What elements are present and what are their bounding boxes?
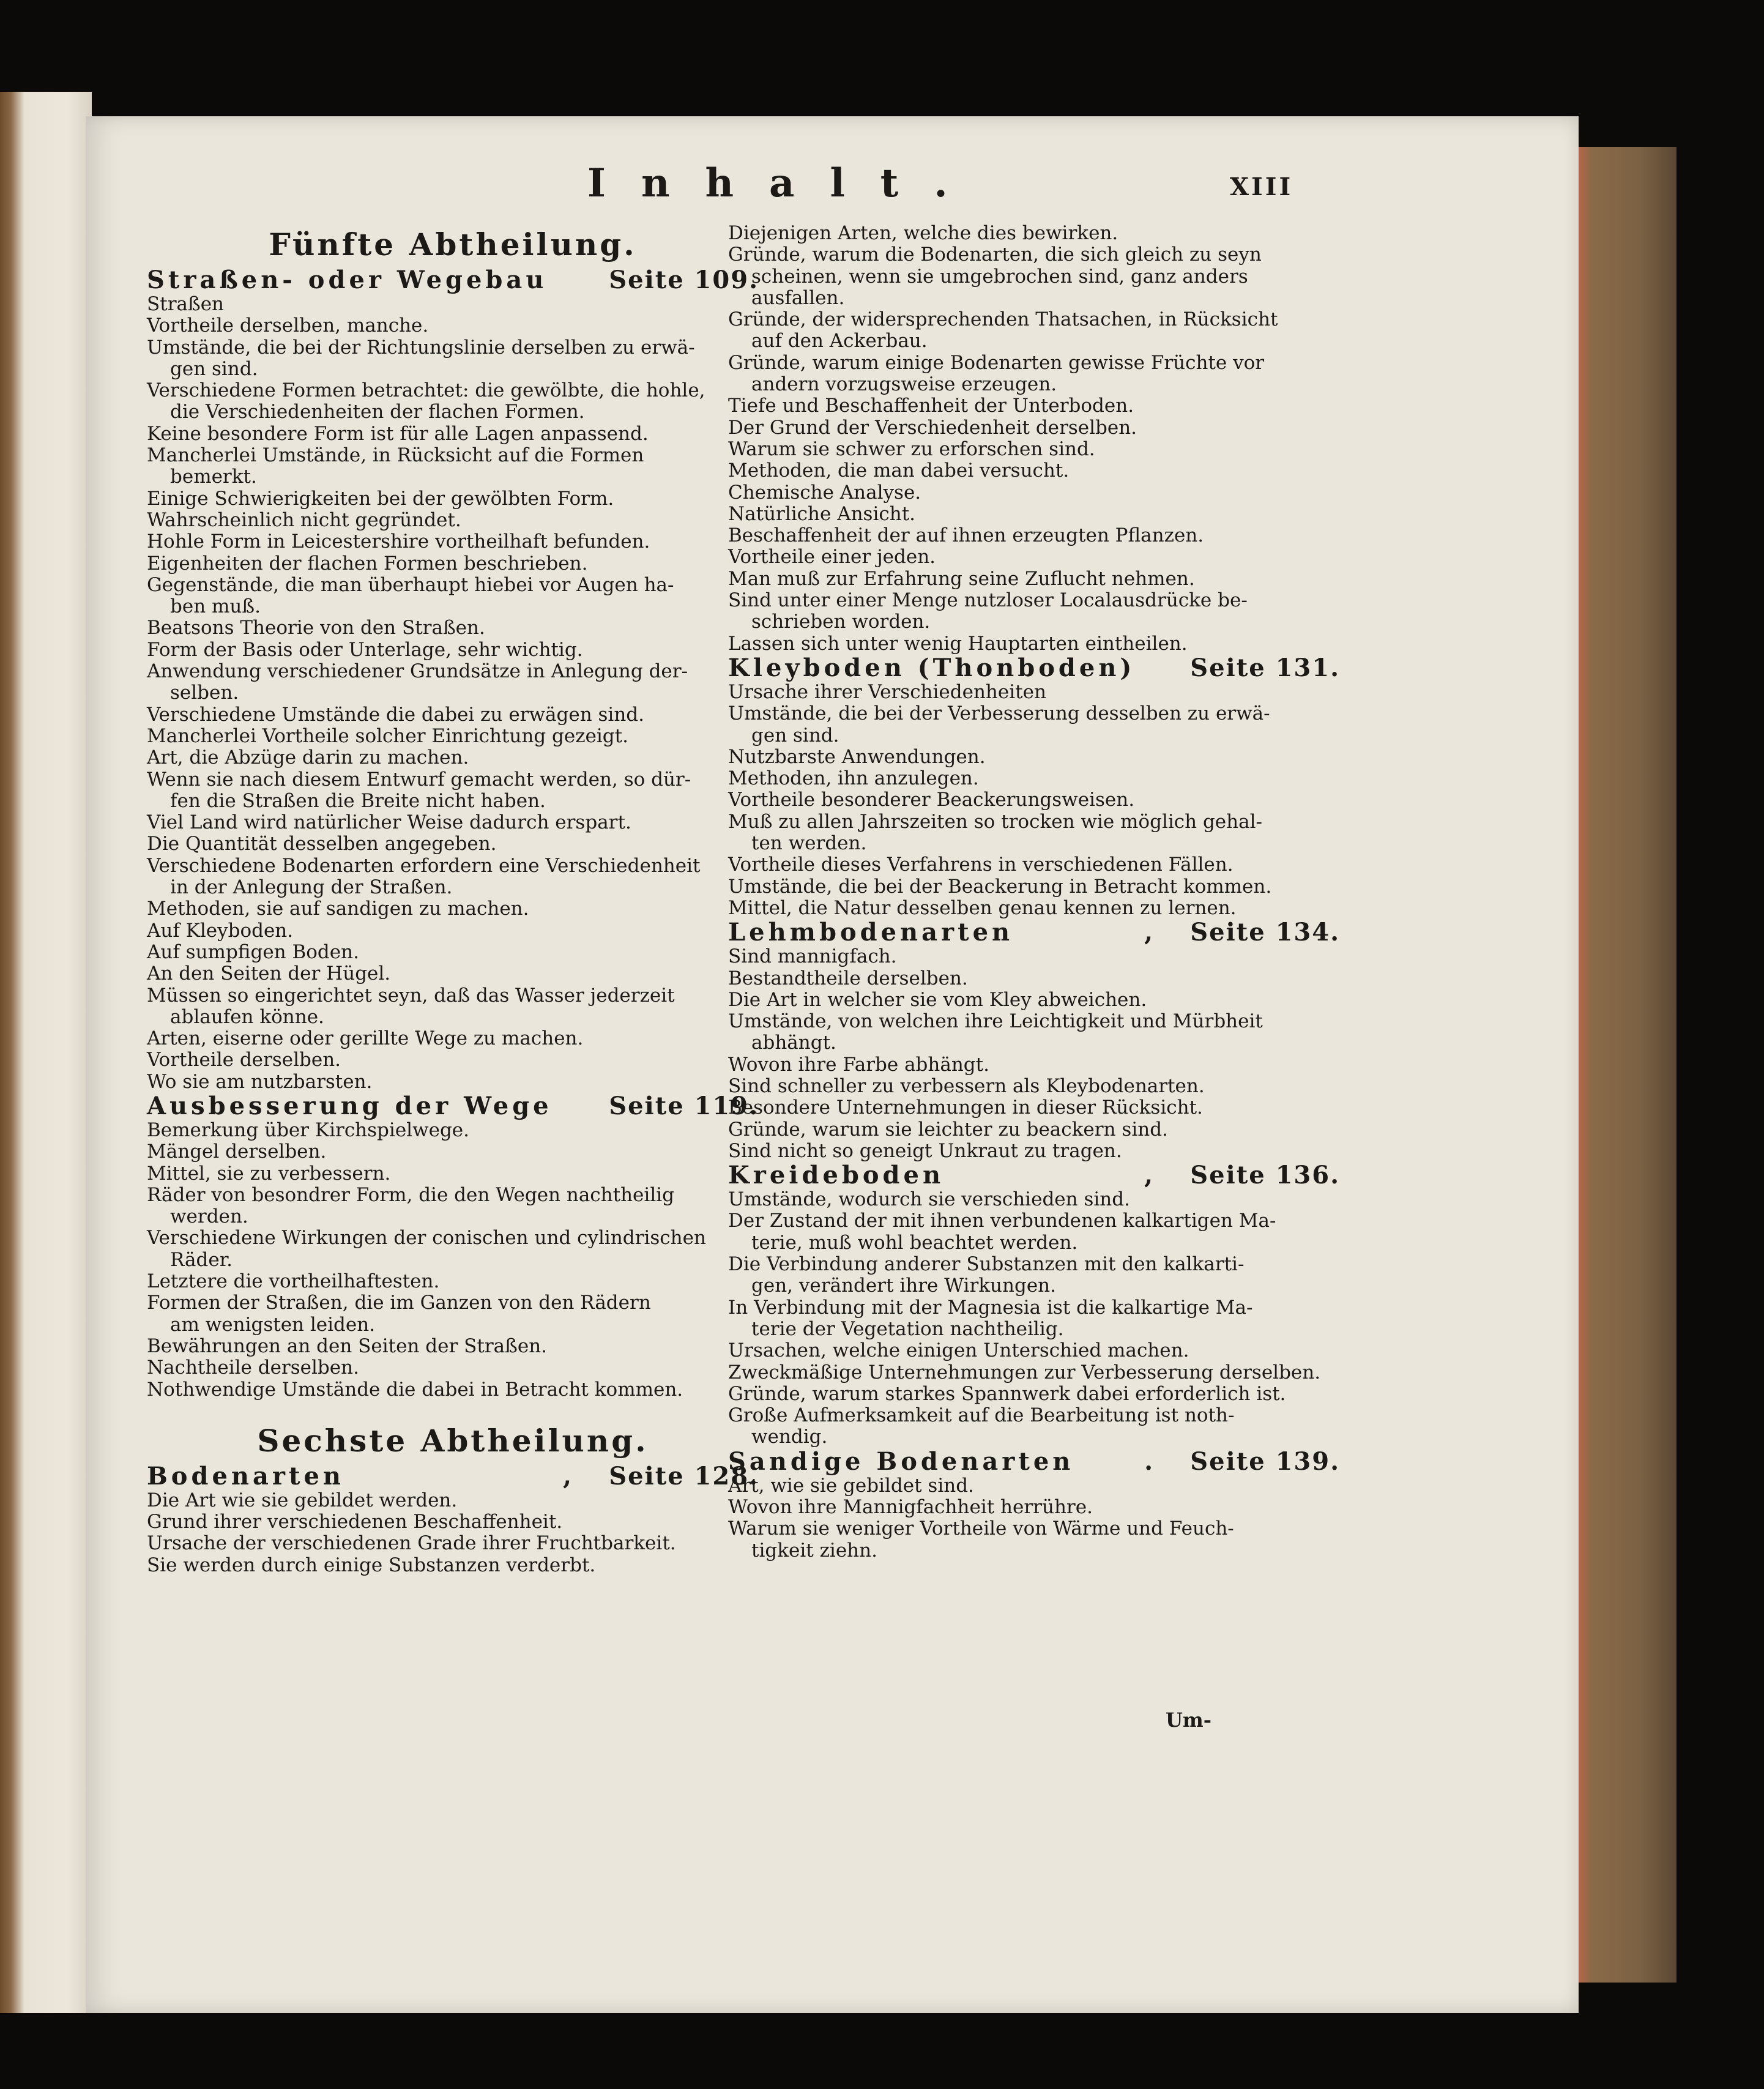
section-title: Kreideboden	[728, 1161, 945, 1190]
toc-entry-continuation: scheinen, wenn sie umgebrochen sind, ganz anders	[751, 265, 1248, 288]
toc-entry: An den Seiten der Hügel.	[147, 963, 391, 985]
toc-entry: Methoden, ihn anzulegen.	[728, 767, 979, 790]
section-title: Straßen- oder Wegebau	[147, 266, 548, 294]
section-page-ref: Seite 136.	[1190, 1161, 1340, 1190]
toc-entry: Methoden, die man dabei versucht.	[728, 460, 1070, 482]
toc-entry: Keine besondere Form ist für alle Lagen anpassend.	[147, 422, 649, 445]
toc-entry: Verschiedene Bodenarten erfordern eine Verschiedenheit	[147, 854, 701, 877]
toc-entry: Wahrscheinlich nicht gegründet.	[147, 508, 461, 531]
toc-entry: Gründe, warum sie leichter zu beackern sind.	[728, 1118, 1168, 1141]
toc-entry-continuation: in der Anlegung der Straßen.	[170, 876, 453, 899]
section-page-ref: Seite 139.	[1190, 1447, 1340, 1476]
toc-entry-continuation: fen die Straßen die Breite nicht haben.	[170, 789, 546, 812]
toc-entry: Ursachen, welche einigen Unterschied machen.	[728, 1339, 1189, 1362]
toc-entry-continuation: andern vorzugsweise erzeugen.	[751, 373, 1057, 396]
spacer	[147, 1401, 759, 1419]
toc-entry: Beatsons Theorie von den Straßen.	[147, 617, 485, 639]
toc-entry: Auf sumpfigen Boden.	[147, 940, 359, 963]
toc-entry: Nutzbarste Anwendungen.	[728, 745, 986, 768]
toc-entry: Mängel derselben.	[147, 1141, 327, 1163]
toc-entry-continuation: bemerkt.	[170, 466, 257, 488]
toc-entry-continuation: wendig.	[751, 1426, 828, 1448]
toc-entry-continuation: die Verschiedenheiten der flachen Formen.	[170, 401, 585, 423]
toc-entry: Große Aufmerksamkeit auf die Bearbeitung ist noth-	[728, 1404, 1235, 1427]
toc-entry: Eigenheiten der flachen Formen beschrieben.	[147, 552, 588, 575]
toc-entry: Viel Land wird natürlicher Weise dadurch erspart.	[147, 811, 631, 834]
toc-entry: Mancherlei Vortheile solcher Einrichtung gezeigt.	[147, 724, 628, 747]
toc-entry: Die Art in welcher sie vom Kley abweichen.	[728, 988, 1147, 1011]
toc-entry: Gründe, warum die Bodenarten, die sich gleich zu seyn	[728, 244, 1262, 266]
toc-entry: Natürliche Ansicht.	[728, 502, 916, 525]
toc-entry: Vortheile derselben, manche.	[147, 315, 429, 337]
part-heading: Fünfte Abtheilung.	[269, 226, 637, 263]
toc-entry: Man muß zur Erfahrung seine Zuflucht nehmen.	[728, 567, 1195, 590]
section-heading	[728, 1162, 1340, 1189]
toc-entry: Bewährungen an den Seiten der Straßen.	[147, 1335, 548, 1357]
left-page-edge	[0, 92, 92, 2013]
book-cover-edge	[1566, 147, 1677, 1983]
toc-entry: Umstände, die bei der Verbesserung desselben zu erwä-	[728, 702, 1270, 725]
toc-entry: Vortheile einer jeden.	[728, 546, 936, 568]
toc-entry-continuation: gen sind.	[170, 357, 258, 380]
section-heading	[728, 919, 1340, 946]
toc-entry: Mittel, sie zu verbessern.	[147, 1162, 391, 1185]
toc-entry: Sind mannigfach.	[728, 945, 897, 968]
toc-entry: Gegenstände, die man überhaupt hiebei vor Augen ha-	[147, 573, 674, 596]
leader-mark: ,	[563, 1461, 575, 1491]
toc-entry: Wo sie am nutzbarsten.	[147, 1070, 373, 1093]
toc-entry: Bemerkung über Kirchspielwege.	[147, 1119, 469, 1141]
section-page-ref: Seite 134.	[1190, 918, 1340, 947]
section-title: Bodenarten	[147, 1461, 344, 1491]
toc-entry: Wovon ihre Farbe abhängt.	[728, 1053, 989, 1076]
toc-entry-continuation: terie, muß wohl beachtet werden.	[751, 1231, 1078, 1254]
toc-entry: Muß zu allen Jahrszeiten so trocken wie möglich gehal-	[728, 810, 1262, 833]
section-page-ref: Seite 131.	[1190, 653, 1340, 682]
section-page-ref: Seite 109.	[609, 266, 759, 294]
toc-entry: Die Art wie sie gebildet werden.	[147, 1489, 458, 1511]
toc-entry: Mittel, die Natur desselben genau kennen zu lernen.	[728, 896, 1237, 919]
toc-entry: Gründe, der widersprechenden Thatsachen, in Rücksicht	[728, 308, 1278, 331]
section-heading	[728, 655, 1340, 682]
toc-entry: Warum sie schwer zu erforschen sind.	[728, 438, 1095, 460]
toc-entry: Zweckmäßige Unternehmungen zur Verbesserung derselben.	[728, 1361, 1321, 1383]
left-column	[147, 223, 759, 1576]
toc-entry: Die Verbindung anderer Substanzen mit den kalkarti-	[728, 1253, 1245, 1276]
toc-entry: Ursache ihrer Verschiedenheiten	[728, 680, 1046, 703]
section-title: Ausbesserung der Wege	[147, 1091, 553, 1120]
toc-entry-continuation: gen sind.	[751, 724, 839, 747]
toc-entry-continuation: auf den Ackerbau.	[751, 330, 928, 352]
toc-entry: Art, wie sie gebildet sind.	[728, 1474, 974, 1497]
toc-entry: Beschaffenheit der auf ihnen erzeugten Pflanzen.	[728, 524, 1204, 547]
toc-entry-continuation: Räder.	[170, 1248, 233, 1271]
toc-entry: Besondere Unternehmungen in dieser Rücksicht.	[728, 1097, 1203, 1119]
toc-entry: Straßen	[147, 293, 225, 315]
toc-entry: Art, die Abzüge darin zu machen.	[147, 747, 469, 769]
toc-entry-continuation: ten werden.	[751, 832, 867, 855]
toc-entry: Letztere die vortheilhaftesten.	[147, 1270, 440, 1293]
toc-entry: Umstände, von welchen ihre Leichtigkeit und Mürbheit	[728, 1010, 1263, 1033]
toc-entry-continuation: tigkeit ziehn.	[751, 1539, 877, 1562]
toc-entry: Gründe, warum einige Bodenarten gewisse Früchte vor	[728, 351, 1265, 374]
toc-entry: In Verbindung mit der Magnesia ist die kalkartige Ma-	[728, 1296, 1253, 1319]
toc-entry: Diejenigen Arten, welche dies bewirken.	[728, 222, 1118, 244]
toc-entry: Lassen sich unter wenig Hauptarten eintheilen.	[728, 632, 1188, 655]
toc-entry: Umstände, die bei der Beackerung in Betracht kommen.	[728, 875, 1272, 898]
leader-mark: ,	[1144, 1161, 1156, 1190]
toc-entry: Vortheile derselben.	[147, 1049, 341, 1071]
toc-entry: Formen der Straßen, die im Ganzen von den Rädern	[147, 1292, 651, 1314]
toc-entry: Umstände, die bei der Richtungslinie derselben zu erwä-	[147, 336, 695, 359]
toc-entry: Verschiedene Formen betrachtet: die gewölbte, die hohle,	[147, 379, 705, 402]
running-head-title: Inhalt.	[587, 160, 983, 206]
toc-entry-continuation: werden.	[170, 1205, 248, 1228]
toc-entry: Anwendung verschiedener Grundsätze in Anlegung der-	[147, 660, 688, 683]
toc-entry-continuation: gen, verändert ihre Wirkungen.	[751, 1275, 1056, 1297]
toc-entry: Grund ihrer verschiedenen Beschaffenheit.	[147, 1511, 563, 1533]
toc-entry: Sind nicht so geneigt Unkraut zu tragen.	[728, 1139, 1122, 1162]
toc-entry: Der Zustand der mit ihnen verbundenen kalkartigen Ma-	[728, 1210, 1276, 1232]
toc-entry: Verschiedene Wirkungen der conischen und cylindrischen	[147, 1227, 706, 1249]
toc-entry: Chemische Analyse.	[728, 481, 921, 504]
section-page-ref: Seite 128.	[609, 1461, 759, 1491]
toc-entry: Hohle Form in Leicestershire vortheilhaft befunden.	[147, 531, 650, 553]
toc-entry: Ursache der verschiedenen Grade ihrer Fruchtbarkeit.	[147, 1532, 676, 1555]
toc-entry: Nothwendige Umstände die dabei in Betracht kommen.	[147, 1378, 683, 1401]
leader-mark: ,	[1144, 918, 1156, 947]
toc-entry: Der Grund der Verschiedenheit derselben.	[728, 416, 1137, 439]
toc-entry: Nachtheile derselben.	[147, 1357, 359, 1379]
toc-entry: Wenn sie nach diesem Entwurf gemacht werden, so dür-	[147, 768, 691, 791]
toc-entry: Müssen so eingerichtet seyn, daß das Wasser jederzeit	[147, 984, 675, 1007]
page-number: XIII	[1230, 173, 1293, 201]
section-page-ref: Seite 119.	[609, 1091, 759, 1120]
section-title: Kleyboden (Thonboden)	[728, 653, 1136, 682]
toc-entry: Auf Kleyboden.	[147, 919, 294, 942]
toc-entry: Mancherlei Umstände, in Rücksicht auf die Formen	[147, 444, 644, 467]
toc-entry: Sie werden durch einige Substanzen verderbt.	[147, 1554, 596, 1576]
toc-entry-continuation: selben.	[170, 682, 239, 704]
section-title: Lehmbodenarten	[728, 918, 1014, 947]
toc-entry: Sind schneller zu verbessern als Kleybodenarten.	[728, 1074, 1205, 1097]
toc-entry: Tiefe und Beschaffenheit der Unterboden.	[728, 395, 1134, 417]
catchword: Um-	[1166, 1708, 1212, 1732]
section-heading	[147, 1463, 759, 1490]
toc-entry: Bestandtheile derselben.	[728, 967, 968, 989]
toc-entry: Räder von besondrer Form, die den Wegen nachtheilig	[147, 1183, 674, 1206]
toc-entry: Vortheile besonderer Beackerungsweisen.	[728, 789, 1135, 811]
section-heading	[147, 1093, 759, 1120]
toc-entry: Vortheile dieses Verfahrens in verschiedenen Fällen.	[728, 854, 1234, 876]
toc-entry: Einige Schwierigkeiten bei der gewölbten Form.	[147, 487, 614, 510]
toc-entry: Form der Basis oder Unterlage, sehr wichtig.	[147, 638, 583, 661]
toc-entry: Wovon ihre Mannigfachheit herrühre.	[728, 1496, 1093, 1519]
toc-entry-continuation: ben muß.	[170, 595, 261, 618]
toc-entry-continuation: am wenigsten leiden.	[170, 1313, 376, 1336]
toc-entry-continuation: ausfallen.	[751, 286, 845, 309]
toc-entry-continuation: ablaufen könne.	[170, 1005, 324, 1028]
toc-entry: Umstände, wodurch sie verschieden sind.	[728, 1188, 1130, 1211]
toc-entry-continuation: terie der Vegetation nachtheilig.	[751, 1317, 1064, 1340]
toc-entry-continuation: abhängt.	[751, 1032, 836, 1054]
toc-entry-continuation: schrieben worden.	[751, 611, 931, 633]
toc-entry: Arten, eiserne oder gerillte Wege zu machen.	[147, 1027, 584, 1050]
section-heading	[147, 267, 759, 294]
running-head	[0, 160, 1493, 222]
toc-entry: Sind unter einer Menge nutzloser Localausdrücke be-	[728, 589, 1248, 612]
section-title: Sandige Bodenarten	[728, 1447, 1074, 1476]
toc-entry: Warum sie weniger Vortheile von Wärme und Feuch-	[728, 1517, 1234, 1540]
section-heading	[728, 1448, 1340, 1475]
right-column	[728, 223, 1340, 1562]
toc-entry: Methoden, sie auf sandigen zu machen.	[147, 898, 529, 920]
toc-entry: Die Quantität desselben angegeben.	[147, 833, 497, 855]
part-heading: Sechste Abtheilung.	[257, 1422, 649, 1459]
toc-entry: Verschiedene Umstände die dabei zu erwägen sind.	[147, 703, 645, 726]
leader-mark: .	[1144, 1447, 1156, 1476]
toc-entry: Gründe, warum starkes Spannwerk dabei erforderlich ist.	[728, 1382, 1286, 1405]
